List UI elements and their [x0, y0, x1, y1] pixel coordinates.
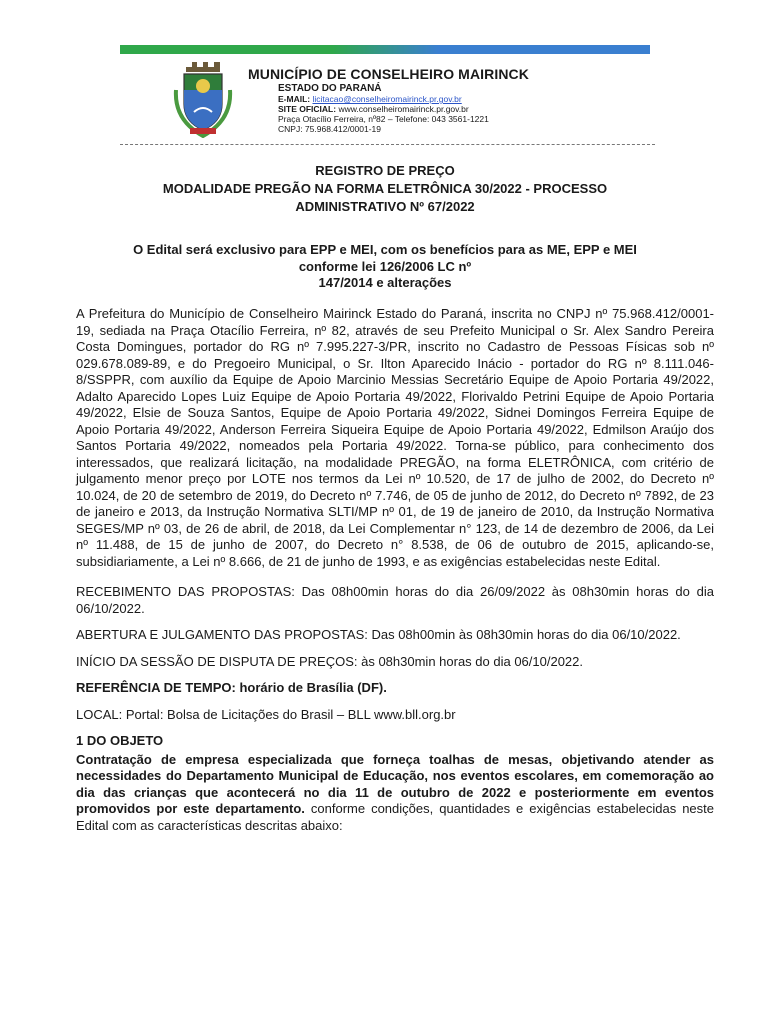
municipal-crest-icon — [172, 60, 234, 138]
address-line: Praça Otacílio Ferreira, nº82 – Telefone: 043 3561-1221 — [278, 114, 489, 124]
exclusivity-line-1: O Edital será exclusivo para EPP e MEI, com os benefícios para as ME, EPP e MEI — [133, 242, 637, 257]
cnpj-line: CNPJ: 75.968.412/0001-19 — [278, 124, 382, 134]
title-line-1: REGISTRO DE PREÇO — [315, 163, 455, 178]
header-color-bar — [120, 45, 650, 54]
receipt-paragraph: RECEBIMENTO DAS PROPOSTAS: Das 08h00min horas do dia 26/09/2022 às 08h30min horas do dia 06/10/2022. — [76, 584, 714, 616]
header-divider — [120, 144, 655, 145]
title-line-2: MODALIDADE PREGÃO NA FORMA ELETRÔNICA 30/2022 - PROCESSO — [162, 181, 608, 196]
time-reference: REFERÊNCIA DE TEMPO: horário de Brasília (DF). — [76, 680, 387, 695]
object-paragraph — [76, 752, 714, 835]
object-bold-text: Contratação de empresa especializada que forneça toalhas de mesas, objetivando atender as necessidades do Departamento Municipal de Educação, nos eventos escolares, em comemoração ao dia das crianças que acontecerá no dia 11 de outubro de 2022 e posteriormente em eventos promovidos por este departamento. — [76, 751, 714, 816]
site-label: SITE OFICIAL: — [278, 104, 337, 114]
site-url: www.conselheiromairinck.pr.gov.br — [338, 104, 469, 114]
exclusivity-line-3: 147/2014 e alterações — [318, 275, 452, 290]
document-body — [76, 306, 714, 844]
object-heading: 1 DO OBJETO — [76, 733, 164, 748]
exclusivity-line-2: conforme lei 126/2006 LC nº — [298, 258, 472, 274]
email-label: E-MAIL: — [278, 94, 311, 104]
session-paragraph: INÍCIO DA SESSÃO DE DISPUTA DE PREÇOS: às 08h30min horas do dia 06/10/2022. — [76, 653, 583, 669]
preamble-paragraph: A Prefeitura do Município de Conselheiro Mairinck Estado do Paraná, inscrita no CNPJ nº 75.968.412/0001-19, sediada na Praça Otacílio Ferreira, nº 82, através de seu Prefeito Municipal o Sr. Alex Sandro Pereira Costa Domingues, portador do RG nº 7.995.227-3/PR, inscrito no Cadastro de Pessoas Físicas sob nº 029.678.089-89, e do Pregoeiro Municipal, o Sr. Ilton Aparecido Inácio - portador do RG nº 8.111.046-8/SSPPR, com auxílio da Equipe de Apoio Marcinio Messias Secretário Equipe de Apoio Portaria 49/2022, Adalto Aparecido Lopes Luiz Equipe de Apoio Portaria 49/2022, Florivaldo Petrini Equipe de Apoio Portaria 49/2022, Elsie de Souza Santos, Equipe de Apoio Portaria 49/2022, Sidnei Domingos Ferreira Equipe de Apoio Portaria 49/2022, Anderson Ferreira Siqueira Equipe de Apoio Portaria 49/2022, Edmilson Araújo dos Santos Portaria 49/2022, nomeados pela Portaria 49/2022. Torna-se público, para conhecimento dos interessados, que realizará licitação, na modalidade PREGÃO, na forma ELETRÔNICA, com critério de julgamento menor preço por LOTE nos termos da Lei nº 10.520, de 17 de julho de 2002, do Decreto nº 10.024, de 20 de setembro de 2019, do Decreto nº 7.746, de 05 de junho de 2012, do Decreto nº 7892, de 23 de janeiro e 2013, da Instrução Normativa SLTI/MP nº 01, de 19 de janeiro de 2010, da Instrução Normativa SEGES/MP nº 03, de 26 de abril, de 2018, da Lei Complementar n° 123, de 14 de dezembro de 2006, da Lei nº 11.488, de 15 de junho de 2007, do Decreto n° 8.538, de 06 de outubro de 2015, aplicando-se, subsidiariamente, a Lei nº 8.666, de 21 de junho de 1993, e as exigências estabelecidas neste Edital. — [76, 306, 714, 569]
site-line — [278, 104, 548, 114]
letterhead — [248, 66, 548, 134]
object-rest-text: conforme condições, quantidades e exigências estabelecidas neste Edital com as características descritas abaixo: — [76, 801, 714, 833]
document-title — [80, 162, 690, 216]
email-link[interactable]: licitacao@conselheiromairinck.pr.gov.br — [312, 94, 462, 104]
email-line — [278, 94, 548, 104]
state-name: ESTADO DO PARANÁ — [278, 83, 382, 94]
exclusivity-notice — [80, 242, 690, 292]
local-paragraph: LOCAL: Portal: Bolsa de Licitações do Brasil – BLL www.bll.org.br — [76, 706, 456, 722]
title-line-3: ADMINISTRATIVO Nº 67/2022 — [295, 199, 475, 214]
municipality-name: MUNICÍPIO DE CONSELHEIRO MAIRINCK — [248, 66, 529, 82]
opening-paragraph: ABERTURA E JULGAMENTO DAS PROPOSTAS: Das 08h00min às 08h30min horas do dia 06/10/2022. — [76, 627, 681, 642]
